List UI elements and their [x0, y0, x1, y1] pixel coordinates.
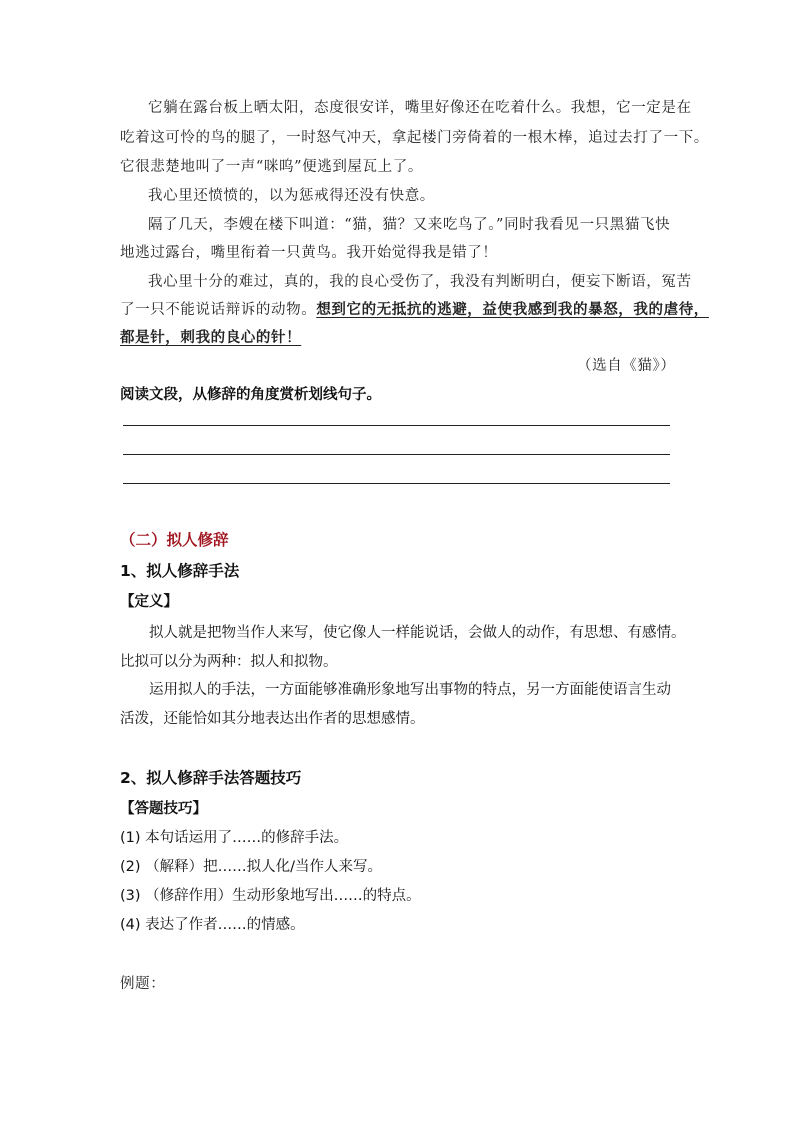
passage-p3-line2: 地逃过露台，嘴里衔着一只黄鸟。我开始觉得我是错了！	[120, 245, 498, 261]
tip-step-1: (1) 本句话运用了……的修辞手法。	[120, 830, 349, 846]
definition-tag: 【定义】	[120, 594, 178, 610]
definition-line1: 拟人就是把物当作人来写，使它像人一样能说话，会做人的动作，有思想、有感情。	[149, 625, 686, 641]
subsection-1-title: 1、拟人修辞手法	[120, 562, 240, 580]
answer-tips-tag: 【答题技巧】	[120, 801, 207, 817]
tip-step-4: (4) 表达了作者……的情感。	[120, 917, 305, 933]
usage-line1: 运用拟人的手法，一方面能够准确形象地写出事物的特点，另一方面能使语言生动	[149, 682, 671, 698]
passage-p4-plain: 了一只不能说话辩诉的动物。	[120, 302, 317, 318]
passage-p3-line1: 隔了几天，李嫂在楼下叫道：“猫，猫？又来吃鸟了。”同时我看见一只黑猫飞快	[148, 217, 671, 233]
answer-line[interactable]	[123, 483, 670, 484]
subsection-2-title: 2、拟人修辞手法答题技巧	[120, 769, 302, 787]
passage-p4-line2	[120, 298, 709, 319]
passage-p2: 我心里还愤愤的，以为惩戒得还没有快意。	[148, 188, 435, 204]
underlined-sentence-part1: 想到它的无抵抗的逃避，益使我感到我的暴怒，我的虐待，	[316, 301, 709, 318]
passage-p1-line3: 它很悲楚地叫了一声“咪呜”便逃到屋瓦上了。	[120, 159, 423, 175]
question-text: 阅读文段，从修辞的角度赏析划线句子。	[120, 387, 381, 403]
underlined-sentence-part2: 都是针，刺我的良心的针！	[120, 329, 302, 346]
tip-step-2: (2) （解释）把……拟人化/当作人来写。	[120, 859, 383, 875]
passage-source: （选自《猫》）	[577, 358, 676, 374]
passage-p4-line1: 我心里十分的难过，真的，我的良心受伤了，我没有判断明白，便妄下断语，冤苦	[148, 274, 692, 290]
example-label: 例题：	[120, 976, 166, 992]
section-title: （二）拟人修辞	[120, 531, 229, 549]
passage-p1-line1: 它躺在露台板上晒太阳，态度很安详，嘴里好像还在吃着什么。我想，它一定是在	[148, 100, 692, 116]
definition-line2: 比拟可以分为两种：拟人和拟物。	[120, 654, 338, 670]
tip-step-3: (3) （修辞作用）生动形象地写出……的特点。	[120, 888, 421, 904]
answer-line[interactable]	[123, 425, 670, 426]
answer-line[interactable]	[123, 454, 670, 455]
passage-p1-line2: 吃着这可怜的鸟的腿了，一时怒气冲天，拿起楼门旁倚着的一根木棒，追过去打了一下。	[120, 130, 709, 146]
usage-line2: 活泼，还能恰如其分地表达出作者的思想感情。	[120, 711, 425, 727]
